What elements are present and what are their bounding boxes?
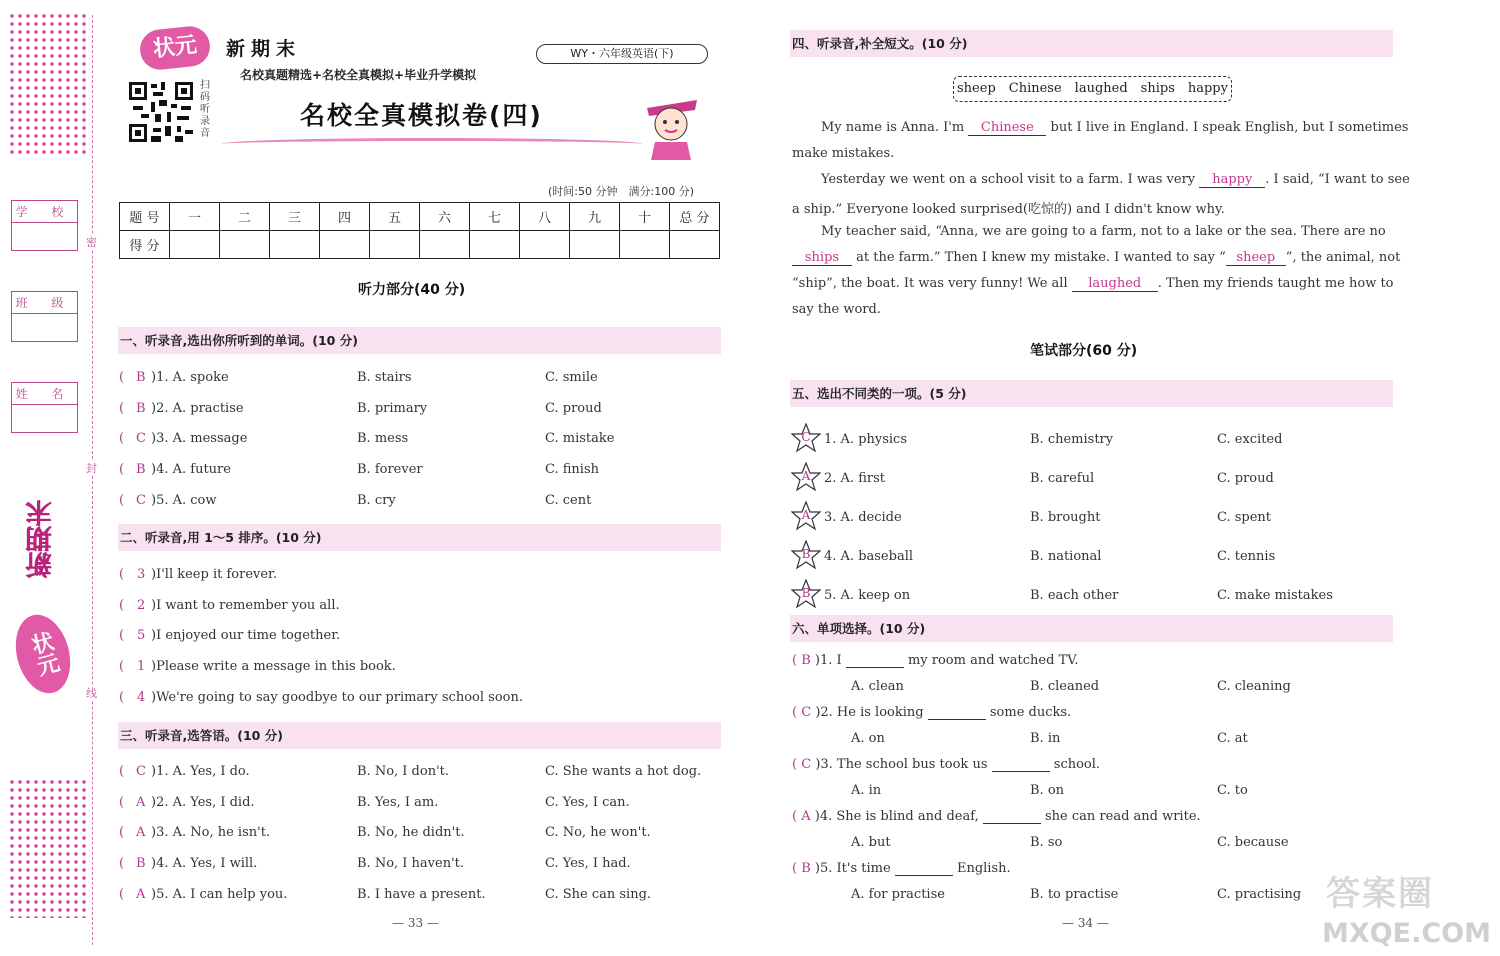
option-a: )2. A. Yes, I did. — [151, 794, 255, 810]
score-header-cell: 九 — [570, 203, 620, 231]
score-header-cell: 六 — [420, 203, 470, 231]
class-field[interactable] — [11, 291, 78, 342]
answer-paren: ( — [119, 659, 125, 675]
option-a: 4. A. baseball — [824, 549, 914, 564]
question-row — [792, 653, 1392, 668]
passage-text: . Then my friends taught me how to — [1157, 276, 1394, 291]
option-b: B. Yes, I am. — [357, 794, 439, 810]
order-number[interactable]: 2 — [137, 597, 146, 613]
score-cell[interactable] — [370, 231, 420, 259]
writing-title: 笔试部分(60 分) — [1030, 343, 1138, 359]
watermark-top: 答案圈 — [1326, 874, 1434, 914]
seal-mi: 密 — [86, 236, 97, 249]
option-c: C. practising — [1217, 887, 1302, 902]
section-2-title: 二、听录音,用 1～5 排序。(10 分) — [118, 524, 721, 551]
option-b: B. careful — [1030, 471, 1095, 486]
option-a: )4. A. future — [151, 462, 231, 478]
answer-mark[interactable]: B — [801, 653, 811, 668]
question-stem: )3. The school bus took us — [815, 757, 988, 772]
qr-code — [127, 80, 195, 144]
option-b: B. chemistry — [1030, 432, 1114, 447]
score-cell[interactable] — [270, 231, 320, 259]
option-b: B. cleaned — [1030, 679, 1100, 694]
school-label: 学 校 — [12, 201, 77, 223]
score-cell[interactable] — [670, 231, 720, 259]
star-answer-badge[interactable] — [791, 462, 821, 492]
answer-paren: ( — [119, 462, 125, 478]
option-c: C. make mistakes — [1217, 588, 1333, 603]
blank-5[interactable]: laughed — [1072, 276, 1158, 292]
question-stem: )1. I — [814, 653, 842, 668]
question-row — [792, 757, 1392, 772]
answer-paren: ( — [119, 597, 125, 613]
passage-text: My name is Anna. I'm — [821, 120, 965, 135]
score-row-label: 得 分 — [120, 231, 170, 259]
paper-title: 名校全真模拟卷(四) — [300, 101, 543, 130]
sidebar-logo-text: 状元 — [25, 629, 62, 679]
option-c: C. mistake — [545, 431, 615, 447]
option-b: B. brought — [1030, 510, 1101, 525]
time-info: (时间:50 分钟 满分:100 分) — [548, 185, 694, 198]
question-row — [792, 705, 1392, 720]
score-cell[interactable] — [420, 231, 470, 259]
answer-paren: ( — [119, 400, 125, 416]
option-a: A. for practise — [851, 887, 945, 902]
question-stem: )2. He is looking — [815, 705, 924, 720]
watermark-bottom: MXQE.COM — [1322, 918, 1491, 949]
answer-paren: ( — [119, 689, 125, 705]
answer-paren: ( — [119, 567, 125, 582]
option-a: A. but — [851, 835, 891, 850]
option-b: B. in — [1030, 731, 1061, 746]
name-label: 姓 名 — [12, 383, 77, 405]
answer-mark[interactable]: B — [136, 370, 146, 385]
passage-text: “ship”, the boat. It was very funny! We all — [792, 276, 1068, 291]
answer-blank[interactable] — [983, 810, 1041, 824]
brand-logo — [138, 24, 212, 71]
option-b: B. cry — [357, 492, 396, 508]
question-stem-end: English. — [956, 861, 1011, 876]
score-cell[interactable] — [520, 231, 570, 259]
question-stem: )5. It's time — [814, 861, 891, 876]
score-header-cell: 二 — [220, 203, 270, 231]
option-a: 5. A. keep on — [824, 588, 911, 603]
answer-paren: ( — [792, 705, 802, 720]
answer-mark[interactable]: C — [136, 764, 146, 779]
option-c: C. No, he won't. — [545, 825, 651, 841]
answer-mark[interactable]: C — [801, 705, 812, 720]
star-answer: B — [801, 586, 811, 600]
answer-mark[interactable]: A — [136, 794, 146, 810]
page-number-right: — 34 — — [1062, 916, 1109, 930]
answer-paren: ( — [119, 764, 125, 779]
star-answer: C — [801, 430, 811, 444]
passage-line-1 — [821, 120, 1408, 136]
answer-paren: ( — [119, 370, 125, 385]
question-row — [792, 861, 1392, 876]
passage-text: ”, the animal, not — [1285, 250, 1401, 265]
sentence-text: )We're going to say goodbye to our primary school soon. — [151, 689, 523, 705]
option-a: A. in — [851, 783, 882, 798]
score-header-cell: 八 — [520, 203, 570, 231]
answer-blank[interactable] — [895, 862, 953, 876]
header-swoosh — [222, 138, 642, 150]
option-c: C. cent — [545, 492, 592, 508]
score-header-cell: 十 — [620, 203, 670, 231]
star-answer: B — [801, 547, 811, 561]
option-c: C. proud — [545, 400, 602, 416]
answer-paren: ( — [119, 886, 125, 902]
answer-mark[interactable]: A — [136, 825, 146, 841]
passage-line-5: My teacher said, “Anna, we are going to a farm, not to a lake or the sea. There are no — [821, 224, 1386, 239]
series-subtitle: 名校真题精选+名校全真模拟+毕业升学模拟 — [240, 68, 477, 82]
score-cell[interactable] — [620, 231, 670, 259]
option-c: C. She wants a hot dog. — [545, 764, 702, 779]
score-cell[interactable] — [570, 231, 620, 259]
seal-feng: 封 — [86, 462, 97, 475]
option-b: B. No, I haven't. — [357, 856, 465, 872]
blank-3[interactable]: ships — [792, 250, 852, 266]
option-b: B. I have a present. — [357, 886, 486, 902]
question-stem-end: some ducks. — [989, 705, 1072, 720]
option-b: B. No, I don't. — [357, 764, 450, 779]
score-cell[interactable] — [170, 231, 220, 259]
option-a: )5. A. cow — [151, 492, 217, 508]
option-a: 2. A. first — [824, 471, 885, 486]
option-b: B. to practise — [1030, 887, 1119, 902]
passage-line-6 — [792, 250, 1400, 266]
answer-paren: ( — [119, 825, 125, 841]
option-b: B. each other — [1030, 588, 1119, 603]
option-c: C. smile — [545, 370, 598, 385]
order-number[interactable]: 1 — [137, 659, 146, 675]
dot-pattern-bottom — [8, 778, 88, 918]
sentence-text: )I'll keep it forever. — [151, 567, 277, 582]
score-header-cell: 三 — [270, 203, 320, 231]
score-cell[interactable] — [470, 231, 520, 259]
score-header-cell: 一 — [170, 203, 220, 231]
star-answer-badge[interactable] — [791, 540, 821, 570]
section-3-title: 三、听录音,选答语。(10 分) — [118, 722, 721, 749]
brand-logo-text: 状元 — [151, 32, 199, 63]
scholar-cartoon — [637, 86, 707, 162]
answer-mark[interactable]: B — [136, 400, 146, 416]
option-b: B. stairs — [357, 370, 412, 385]
section-6-title: 六、单项选择。(10 分) — [790, 615, 1393, 642]
series-name: 新期末 — [226, 38, 302, 60]
option-b: B. national — [1030, 549, 1102, 564]
option-c: C. proud — [1217, 471, 1274, 486]
option-a: )3. A. No, he isn't. — [151, 825, 271, 841]
answer-paren: ( — [119, 492, 125, 508]
answer-paren: ( — [119, 794, 125, 810]
order-number[interactable]: 5 — [137, 628, 146, 644]
option-a: A. clean — [851, 679, 904, 694]
class-label: 班 级 — [12, 292, 77, 314]
answer-blank[interactable] — [928, 706, 986, 720]
star-answer: A — [801, 469, 811, 483]
scan-hint: 扫码听录音 — [200, 80, 210, 139]
option-b: B. forever — [357, 462, 423, 478]
question-stem-end: she can read and write. — [1045, 809, 1201, 824]
blank-4[interactable]: sheep — [1226, 250, 1286, 266]
passage-line-8: say the word. — [792, 302, 881, 317]
answer-mark[interactable]: A — [136, 886, 146, 902]
option-a: )2. A. practise — [151, 400, 244, 416]
option-b: B. No, he didn't. — [357, 825, 465, 841]
sentence-text: )I want to remember you all. — [151, 597, 340, 613]
score-header-cell: 七 — [470, 203, 520, 231]
option-a: A. on — [851, 731, 885, 746]
option-a: 1. A. physics — [824, 432, 908, 447]
answer-mark[interactable]: C — [801, 757, 812, 772]
question-stem-end: school. — [1053, 757, 1101, 772]
section-1-title: 一、听录音,选出你所听到的单词。(10 分) — [118, 327, 721, 354]
answer-blank[interactable] — [992, 758, 1050, 772]
score-header-cell: 题 号 — [120, 203, 170, 231]
listening-title: 听力部分(40 分) — [358, 282, 466, 298]
option-b: B. mess — [357, 431, 409, 447]
option-c: C. Yes, I can. — [545, 794, 630, 810]
order-number[interactable]: 4 — [137, 689, 146, 705]
option-a: )5. A. I can help you. — [151, 886, 288, 902]
answer-mark[interactable]: C — [136, 431, 146, 447]
question-stem-end: my room and watched TV. — [907, 653, 1079, 668]
answer-mark[interactable]: C — [136, 492, 146, 508]
option-a: 3. A. decide — [824, 510, 902, 525]
option-c: C. Yes, I had. — [545, 856, 631, 872]
option-c: C. cleaning — [1217, 679, 1291, 694]
score-header-cell: 五 — [370, 203, 420, 231]
option-b: B. on — [1030, 783, 1065, 798]
edition-tag: WY・六年级英语(下) — [536, 44, 708, 64]
option-b: B. so — [1030, 835, 1063, 850]
passage-text: but I live in England. I speak English, but I sometimes — [1050, 120, 1409, 135]
word-bank: sheep Chinese laughed ships happy — [953, 76, 1232, 102]
passage-line-4: a ship.” Everyone looked surprised(吃惊的) and I didn't know why. — [792, 202, 1225, 217]
sentence-text: )Please write a message in this book. — [151, 659, 396, 675]
option-c: C. at — [1217, 731, 1248, 746]
option-c: C. spent — [1217, 510, 1272, 525]
star-answer-badge[interactable] — [791, 579, 821, 609]
passage-text: at the farm.” Then I knew my mistake. I wanted to say “ — [856, 250, 1226, 265]
answer-mark[interactable]: B — [136, 856, 146, 872]
order-number[interactable]: 3 — [137, 567, 146, 582]
answer-paren: ( — [792, 653, 802, 668]
option-b: B. primary — [357, 400, 428, 416]
seal-xian: 线 — [86, 687, 97, 700]
passage-text: Yesterday we went on a school visit to a farm. I was very — [821, 172, 1196, 187]
answer-paren: ( — [792, 757, 802, 772]
question-row — [792, 809, 1392, 824]
option-c: C. She can sing. — [545, 886, 652, 902]
star-answer: A — [801, 508, 811, 522]
option-a: )1. A. Yes, I do. — [151, 764, 250, 779]
score-cell[interactable] — [320, 231, 370, 259]
dot-pattern-top — [8, 12, 88, 154]
answer-paren: ( — [119, 431, 125, 447]
answer-paren: ( — [119, 856, 125, 872]
passage-line-7 — [792, 276, 1394, 292]
option-a: )3. A. message — [151, 431, 248, 447]
option-a: )1. A. spoke — [151, 370, 229, 385]
option-c: C. tennis — [1217, 549, 1276, 564]
passage-text: . I said, “I want to see — [1265, 172, 1410, 187]
score-header-cell: 总 分 — [670, 203, 720, 231]
score-table — [119, 202, 720, 259]
blank-1[interactable]: Chinese — [968, 120, 1046, 136]
page-number-left: — 33 — — [392, 916, 439, 930]
sentence-text: )I enjoyed our time together. — [151, 628, 341, 644]
answer-paren: ( — [119, 628, 125, 644]
star-answer-badge[interactable] — [791, 423, 821, 453]
cut-line — [92, 15, 93, 945]
sidebar-logo — [8, 609, 79, 700]
name-field[interactable] — [11, 382, 78, 433]
score-header-cell: 四 — [320, 203, 370, 231]
school-field[interactable] — [11, 200, 78, 251]
answer-mark[interactable]: B — [136, 462, 146, 478]
passage-line-3 — [821, 172, 1410, 188]
star-answer-badge[interactable] — [791, 501, 821, 531]
answer-mark[interactable]: A — [801, 809, 811, 824]
blank-2[interactable]: happy — [1199, 172, 1265, 188]
score-cell[interactable] — [220, 231, 270, 259]
sidebar-brand: 新期末 — [26, 500, 56, 578]
option-c: C. excited — [1217, 432, 1283, 447]
answer-paren: ( — [792, 861, 802, 876]
answer-blank[interactable] — [846, 654, 904, 668]
answer-paren: ( — [792, 809, 802, 824]
option-c: C. to — [1217, 783, 1248, 798]
answer-mark[interactable]: B — [801, 861, 811, 876]
option-a: )4. A. Yes, I will. — [151, 856, 258, 872]
question-stem: )4. She is blind and deaf, — [814, 809, 979, 824]
section-4-title: 四、听录音,补全短文。(10 分) — [790, 30, 1393, 57]
section-5-title: 五、选出不同类的一项。(5 分) — [790, 380, 1393, 407]
option-c: C. finish — [545, 462, 599, 478]
passage-line-2: make mistakes. — [792, 146, 895, 161]
option-c: C. because — [1217, 835, 1289, 850]
